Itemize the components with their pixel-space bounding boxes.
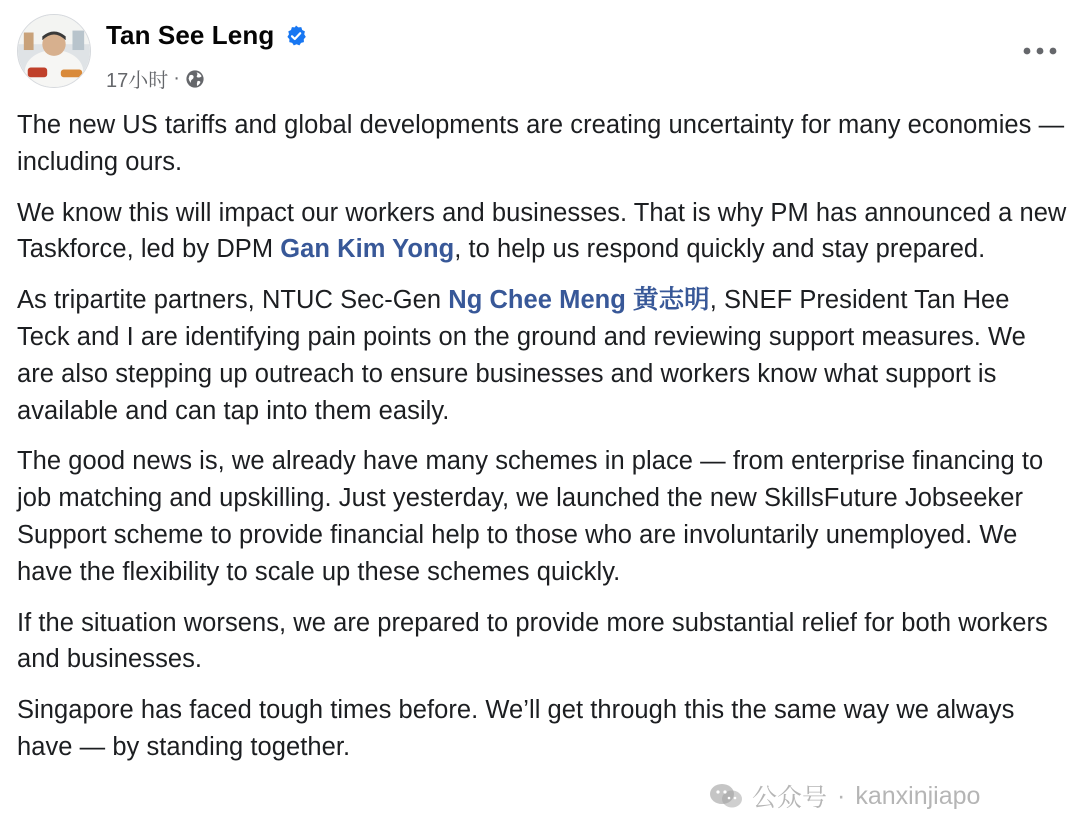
paragraph-text: Singapore has faced tough times before. We’ll get through this the same way we always have — by standing together. xyxy=(17,696,1015,761)
wechat-logo-icon xyxy=(708,781,744,811)
paragraph-text: The good news is, we already have many schemes in place — from enterprise financing to job matching and upskilling. Just yesterday, we launched the new SkillsFuture Jobseeker Support scheme to provide financial help to those who are involuntarily unemployed. We have the flexibility to scale up these schemes quickly. xyxy=(17,447,1044,586)
mention-link[interactable]: Gan Kim Yong xyxy=(280,235,455,264)
more-options-button[interactable] xyxy=(1017,34,1063,68)
meta-separator: · xyxy=(173,67,180,89)
avatar-photo xyxy=(18,15,90,87)
paragraph-text: We know this will impact our workers and businesses. That is why PM has announced a new Taskforce, led by DPM xyxy=(17,198,1067,264)
more-options-icon xyxy=(1023,47,1057,55)
post-paragraph xyxy=(17,443,1067,590)
paragraph-text: The new US tariffs and global developments are creating uncertainty for many economies — including ours. xyxy=(17,111,1065,176)
author-row xyxy=(106,20,308,51)
author-name[interactable]: Tan See Leng xyxy=(106,20,275,50)
watermark-separator: · xyxy=(837,781,846,810)
watermark-account: kanxinjiapo xyxy=(855,781,981,810)
post-body xyxy=(17,107,1067,780)
verified-badge-icon xyxy=(284,24,308,48)
post-paragraph xyxy=(17,282,1067,429)
post-meta xyxy=(106,64,205,93)
paragraph-text: If the situation worsens, we are prepared to provide more substantial relief for both workers and businesses. xyxy=(17,608,1048,674)
mention-link[interactable]: Ng Chee Meng 黄志明 xyxy=(448,286,710,315)
globe-icon[interactable] xyxy=(185,69,205,89)
watermark-source: 公众号 xyxy=(752,784,828,812)
post-paragraph xyxy=(17,107,1067,181)
paragraph-text: As tripartite partners, NTUC Sec-Gen xyxy=(17,286,449,315)
post-paragraph xyxy=(17,605,1067,679)
paragraph-text: , SNEF President Tan Hee Teck and I are identifying pain points on the ground and reviewing support measures. We are also stepping up outreach to ensure businesses and workers know what support is available and can tap into them easily. xyxy=(17,286,1026,425)
author-avatar[interactable] xyxy=(17,14,91,88)
post-paragraph xyxy=(17,692,1067,766)
watermark xyxy=(708,778,980,814)
post-timestamp[interactable]: 17小时 xyxy=(106,70,169,92)
post-header xyxy=(17,14,1063,94)
paragraph-text: , to help us respond quickly and stay prepared. xyxy=(454,235,986,264)
post-paragraph xyxy=(17,195,1067,269)
